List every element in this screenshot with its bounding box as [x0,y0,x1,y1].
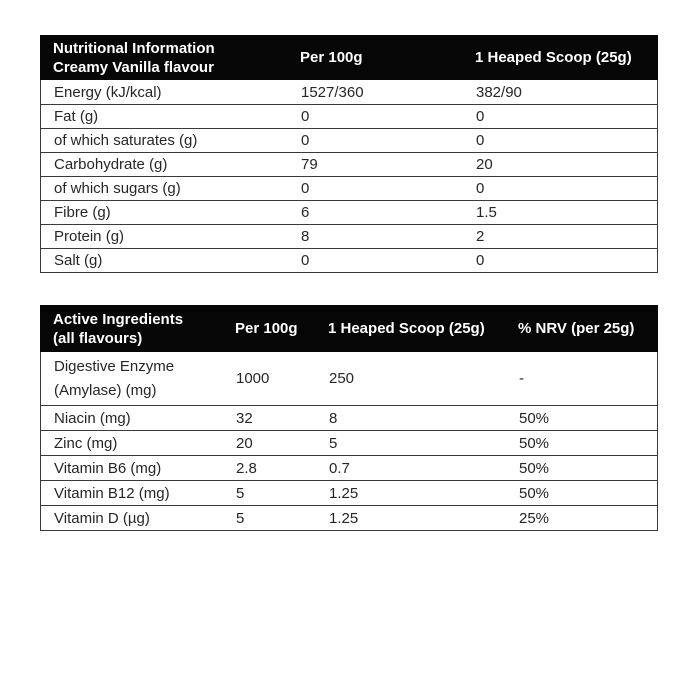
column-header-per-100g: Per 100g [235,320,298,337]
per-scoop-value: 0 [476,252,485,269]
per-scoop-value: 0 [476,180,485,197]
per-scoop-value: 382/90 [476,83,522,101]
per-scoop-value: 1.25 [329,484,359,502]
per-scoop-value: 1.25 [329,509,359,527]
per-scoop-value: 20 [476,156,493,173]
per-scoop-value: 2 [476,228,485,245]
nutrient-label: Fat (g) [54,108,99,125]
per-100g-value: 0 [301,180,310,197]
nutrition-table-title-line2: Creamy Vanilla flavour [53,58,214,76]
per-100g-value: 32 [236,409,253,427]
nutrition-table-title [40,39,300,77]
nutrient-label: Protein (g) [54,228,125,245]
nutrition-table [40,35,658,273]
per-scoop-value: 8 [329,409,338,427]
ingredient-label: Vitamin D (µg) [54,509,150,527]
table-row [41,352,657,405]
active-ingredients-table-header [40,305,658,352]
ingredient-label: Vitamin B6 (mg) [54,459,162,477]
per-scoop-value: 0.7 [329,459,350,477]
active-ingredients-title-line2: (all flavours) [53,329,143,347]
ingredient-label: Niacin (mg) [54,409,131,427]
ingredient-label-line1: Digestive Enzyme [54,357,175,375]
column-header-heaped-scoop: 1 Heaped Scoop (25g) [475,49,632,66]
per-100g-value: 1000 [236,370,270,387]
table-row [41,80,657,104]
table-row [41,128,657,152]
table-row [41,248,657,272]
ingredient-label-line2: (Amylase) (mg) [54,381,157,399]
nutrition-table-title-line1: Nutritional Information [53,39,215,57]
active-ingredients-title [40,310,235,348]
column-header-heaped-scoop: 1 Heaped Scoop (25g) [328,320,485,337]
per-scoop-value: 250 [329,370,355,387]
table-row [41,104,657,128]
ingredient-label: Vitamin B12 (mg) [54,484,170,502]
nutrition-table-header [40,35,658,80]
table-row [41,480,657,505]
column-header-nrv: % NRV (per 25g) [518,320,635,337]
nrv-value: 50% [519,459,550,477]
table-row [41,505,657,530]
table-row [41,430,657,455]
per-scoop-value: 1.5 [476,204,497,221]
active-ingredients-table [40,305,658,531]
table-row [41,176,657,200]
active-ingredients-title-line1: Active Ingredients [53,310,184,328]
nutrient-label: Carbohydrate (g) [54,156,168,173]
per-100g-value: 20 [236,434,253,452]
per-100g-value: 2.8 [236,459,257,477]
per-100g-value: 6 [301,204,310,221]
per-scoop-value: 0 [476,132,485,149]
per-100g-value: 5 [236,509,245,527]
table-row [41,405,657,430]
nrv-value: 25% [519,509,550,527]
column-header-per-100g: Per 100g [300,49,363,66]
per-100g-value: 5 [236,484,245,502]
ingredient-label: Zinc (mg) [54,434,118,452]
table-row [41,152,657,176]
table-row [41,455,657,480]
nrv-value: 50% [519,434,550,452]
per-100g-value: 79 [301,156,318,173]
per-100g-value: 0 [301,108,310,125]
per-scoop-value: 0 [476,108,485,125]
nrv-value: 50% [519,409,550,427]
table-row [41,224,657,248]
nutrition-table-body [40,80,658,273]
nrv-value: - [519,370,524,387]
ingredient-label [41,355,236,403]
per-100g-value: 0 [301,132,310,149]
per-100g-value: 0 [301,252,310,269]
table-row [41,200,657,224]
nutrient-label: Fibre (g) [54,204,111,221]
active-ingredients-table-body [40,352,658,531]
per-scoop-value: 5 [329,434,338,452]
nrv-value: 50% [519,484,550,502]
nutrient-label: of which sugars (g) [54,180,181,197]
nutrient-label: Energy (kJ/kcal) [54,83,162,101]
nutrient-label: Salt (g) [54,252,103,269]
per-100g-value: 8 [301,228,310,245]
per-100g-value: 1527/360 [301,83,364,101]
nutrient-label: of which saturates (g) [54,132,198,149]
